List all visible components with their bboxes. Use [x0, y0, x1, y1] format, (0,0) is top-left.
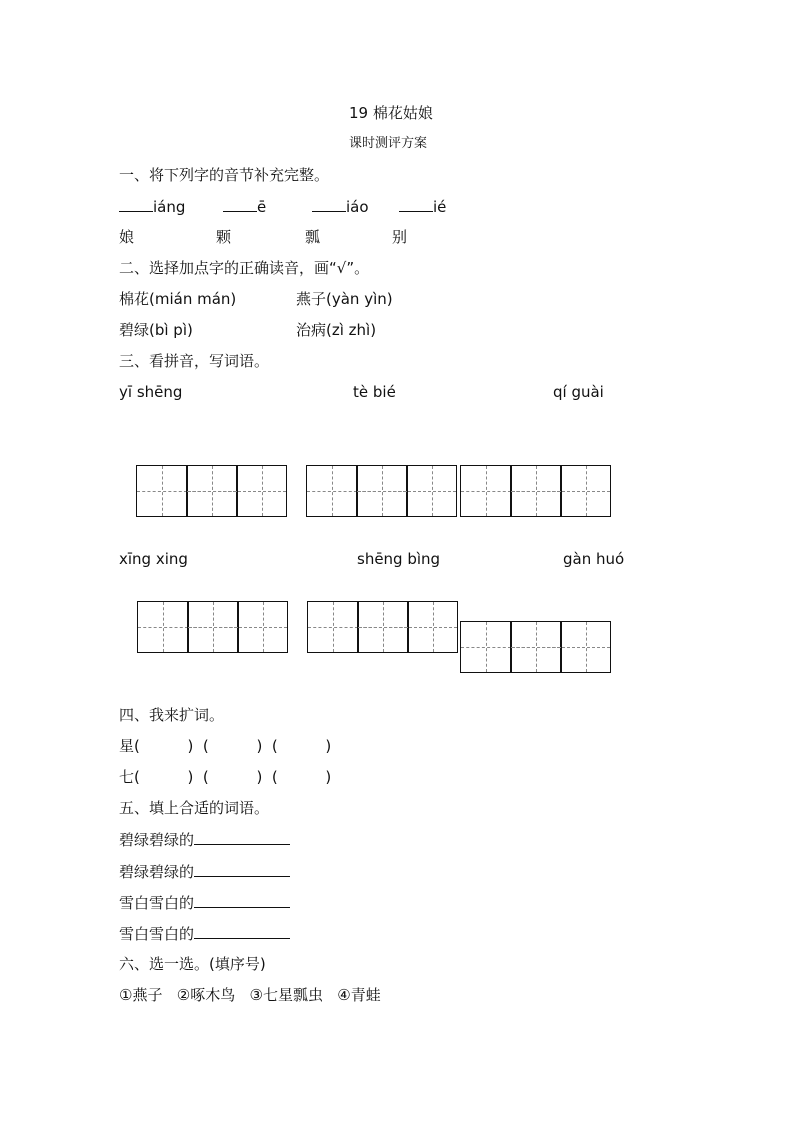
- q4-row-qi[interactable]: 七( ) ( ) ( ): [119, 768, 332, 786]
- answer-line[interactable]: [194, 862, 290, 877]
- page-subtitle: 课时测评方案: [349, 136, 428, 151]
- q2-heading: 二、选择加点字的正确读音，画“√”。: [119, 259, 370, 277]
- q5-heading: 五、填上合适的词语。: [119, 799, 270, 817]
- pinyin-tebie: tè bié: [353, 383, 396, 401]
- syllable: ié: [433, 198, 447, 216]
- q2-item-1: 棉花(mián mán): [119, 290, 237, 308]
- writing-grid[interactable]: [357, 601, 458, 653]
- q4-heading: 四、我来扩词。: [119, 706, 225, 724]
- q6-options: ①燕子 ②啄木鸟 ③七星瓢虫 ④青蛙: [119, 986, 381, 1004]
- q4-row-xing[interactable]: 星( ) ( ) ( ): [119, 737, 332, 755]
- q6-heading: 六、选一选。(填序号): [119, 955, 266, 973]
- blank[interactable]: [399, 197, 433, 212]
- syllable: iáo: [346, 198, 369, 216]
- q1-syllable-2: [223, 197, 266, 216]
- answer-line[interactable]: [194, 924, 290, 939]
- q3-heading: 三、看拼音，写词语。: [119, 352, 270, 370]
- q2-item-2: 燕子(yàn yìn): [296, 290, 393, 308]
- q5-item-3: [119, 893, 290, 912]
- q1-heading: 一、将下列字的音节补充完整。: [119, 166, 330, 184]
- blank[interactable]: [119, 197, 153, 212]
- q1-char-2: 颗: [216, 228, 232, 246]
- q1-char-1: 娘: [119, 228, 135, 246]
- q1-syllable-3: [312, 197, 369, 216]
- pinyin-shengbing: shēng bìng: [357, 550, 441, 568]
- answer-line[interactable]: [194, 830, 290, 845]
- writing-grid[interactable]: [510, 465, 611, 517]
- phrase: 雪白雪白的: [119, 894, 195, 912]
- q1-syllable-1: [119, 197, 185, 216]
- pinyin-xingxing: xīng xing: [119, 550, 188, 568]
- pinyin-yisheng: yī shēng: [119, 383, 183, 401]
- syllable: iáng: [153, 198, 186, 216]
- writing-grid[interactable]: [187, 601, 288, 653]
- q5-item-4: [119, 924, 290, 943]
- answer-line[interactable]: [194, 893, 290, 908]
- blank[interactable]: [223, 197, 257, 212]
- writing-grid[interactable]: [186, 465, 287, 517]
- q5-item-1: [119, 830, 290, 849]
- q5-item-2: [119, 862, 290, 881]
- writing-grid[interactable]: [356, 465, 457, 517]
- phrase: 雪白雪白的: [119, 925, 195, 943]
- q2-item-4: 治病(zì zhì): [296, 321, 377, 339]
- q1-char-4: 别: [392, 228, 408, 246]
- phrase: 碧绿碧绿的: [119, 831, 195, 849]
- writing-grid[interactable]: [510, 621, 611, 673]
- blank[interactable]: [312, 197, 346, 212]
- q2-item-3: 碧绿(bì pì): [119, 321, 193, 339]
- q1-char-3: 瓢: [305, 228, 321, 246]
- pinyin-qiguai: qí guài: [553, 383, 604, 401]
- phrase: 碧绿碧绿的: [119, 863, 195, 881]
- pinyin-ganhuo: gàn huó: [563, 550, 625, 568]
- q1-syllable-4: [399, 197, 446, 216]
- page-title: 19 棉花姑娘: [349, 104, 433, 122]
- syllable: ē: [257, 198, 267, 216]
